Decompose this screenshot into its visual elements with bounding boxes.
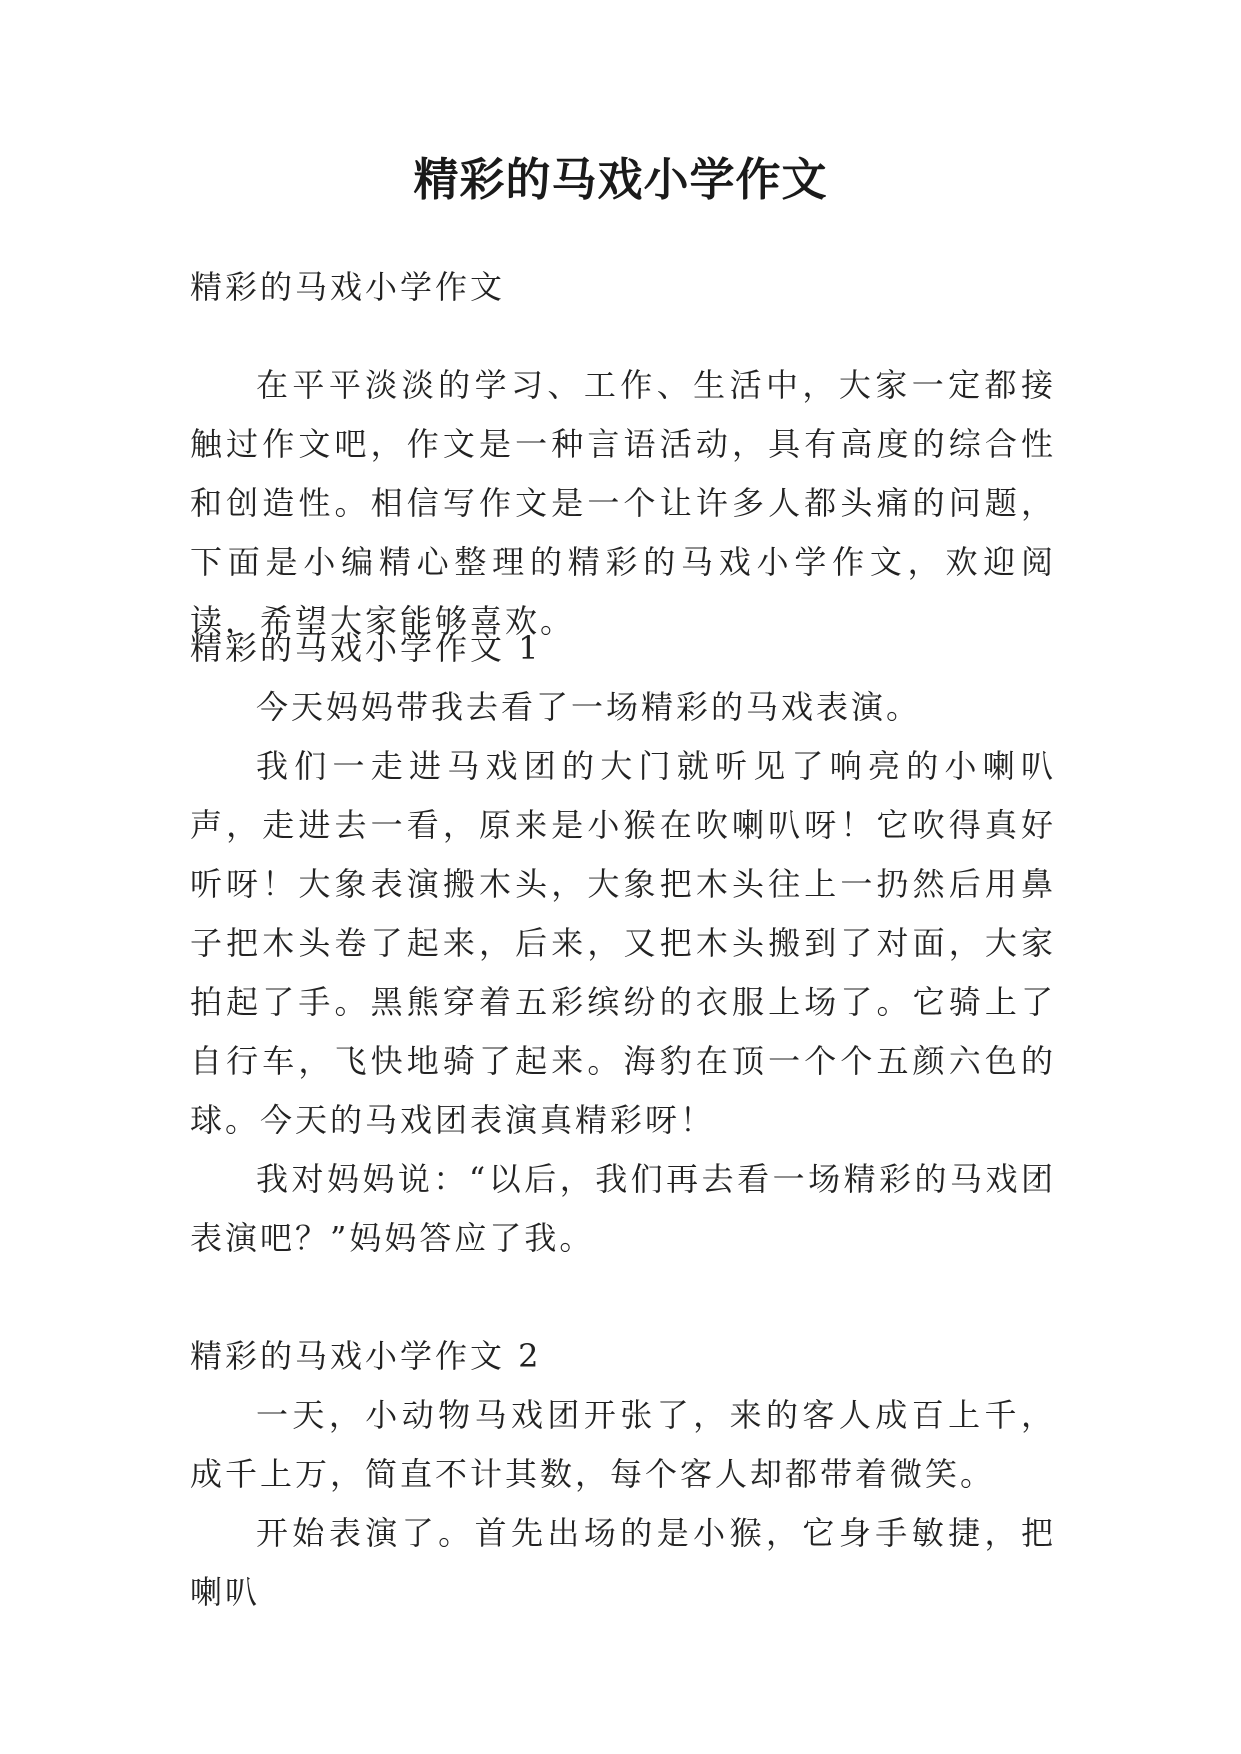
document-title: 精彩的马戏小学作文: [413, 153, 828, 206]
intro-paragraph: 在平平淡淡的学习、工作、生活中，大家一定都接触过作文吧，作文是一种言语活动，具有高度的综合性和创造性。相信写作文是一个让许多人都头痛的问题，下面是小编精心整理的精彩的马戏小学作文，欢迎阅读，希望大家能够喜欢。: [190, 366, 1056, 640]
essay-2-paragraph-2: 开始表演了。首先出场的是小猴，它身手敏捷，把喇叭: [190, 1514, 1056, 1611]
essay-2-paragraph-1: 一天，小动物马戏团开张了，来的客人成百上千，成千上万，简直不计其数，每个客人却都带着微笑。: [190, 1396, 1056, 1493]
essay-2-body: [190, 1386, 1056, 1622]
essay-1-paragraph-2: 我们一走进马戏团的大门就听见了响亮的小喇叭声，走进去一看，原来是小猴在吹喇叭呀！它吹得真好听呀！大象表演搬木头，大象把木头往上一扔然后用鼻子把木头卷了起来，后来，又把木头搬到了对面，大家拍起了手。黑熊穿着五彩缤纷的衣服上场了。它骑上了自行车，飞快地骑了起来。海豹在顶一个个五颜六色的球。今天的马戏团表演真精彩呀！: [190, 747, 1056, 1139]
document-subtitle: 精彩的马戏小学作文: [190, 268, 506, 306]
essay-1-heading: 精彩的马戏小学作文 1: [190, 629, 542, 667]
intro-section: [190, 356, 1056, 651]
essay-1-paragraph-3: 我对妈妈说：“以后，我们再去看一场精彩的马戏团表演吧？”妈妈答应了我。: [190, 1160, 1056, 1257]
essay-1-body: [190, 678, 1056, 1268]
essay-2-heading: 精彩的马戏小学作文 2: [190, 1337, 542, 1375]
essay-1-paragraph-1: 今天妈妈带我去看了一场精彩的马戏表演。: [256, 688, 922, 726]
